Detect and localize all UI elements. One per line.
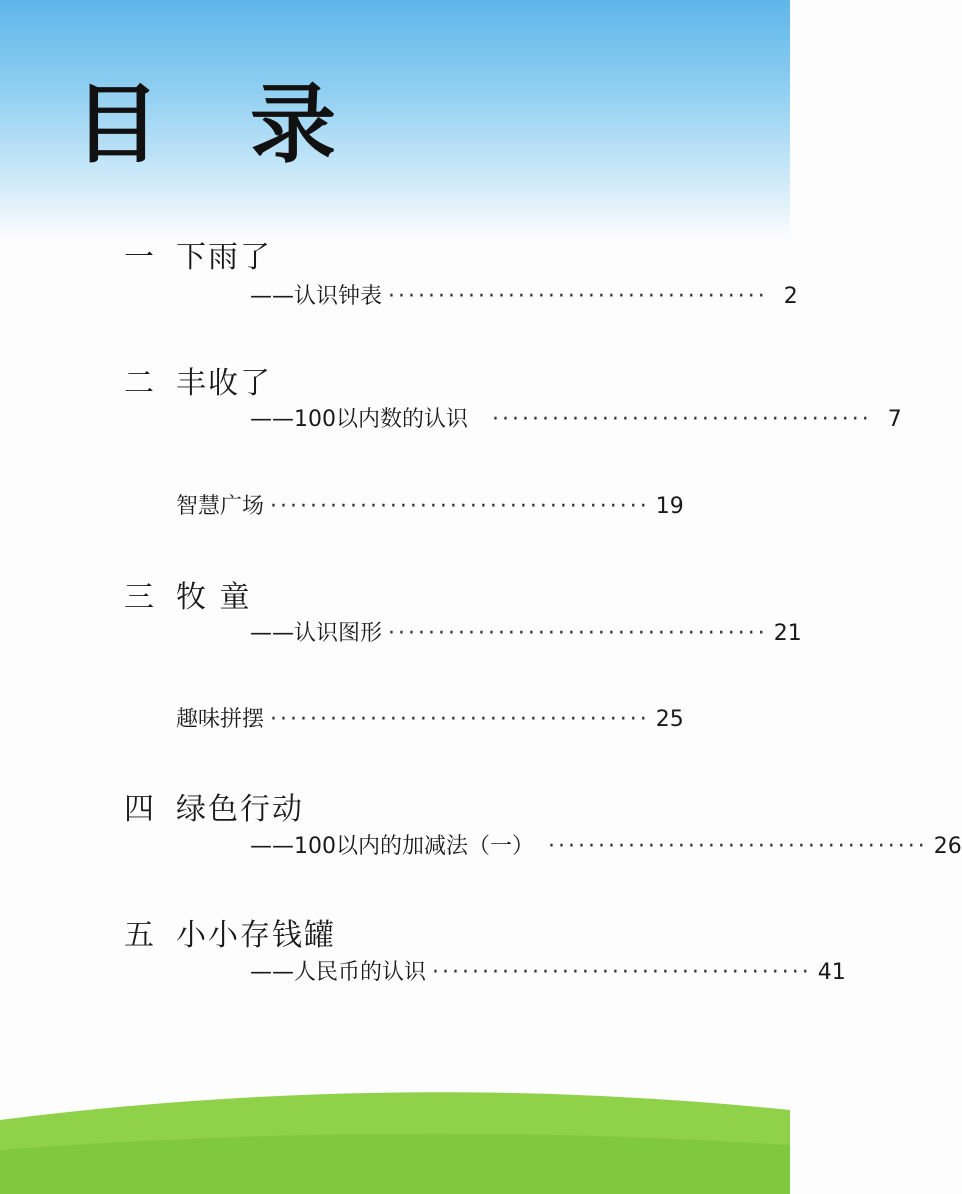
- page-number: 19: [655, 494, 684, 519]
- toc-entry-chapter-2[interactable]: [250, 406, 902, 434]
- chapter-number: 三: [124, 580, 156, 615]
- chapter-2-heading[interactable]: [124, 366, 272, 402]
- chapter-number: 五: [124, 918, 156, 953]
- page-number: 7: [887, 407, 902, 432]
- toc-entry-label: 趣味拼摆: [176, 707, 265, 732]
- chapter-number: 一: [124, 240, 156, 275]
- toc-entry-chapter-4[interactable]: [250, 833, 962, 861]
- chapter-3-heading[interactable]: [124, 580, 252, 616]
- toc-entry-label: 智慧广场: [176, 494, 265, 519]
- page-number: 2: [783, 284, 798, 309]
- toc-entry-chapter-1[interactable]: [250, 283, 798, 311]
- chapter-title: 小小存钱罐: [176, 918, 336, 953]
- page-title: 目 录: [74, 74, 366, 175]
- chapter-number: 二: [124, 366, 156, 401]
- green-hill-decoration: [0, 1080, 790, 1194]
- chapter-5-heading[interactable]: [124, 918, 336, 954]
- chapter-title: 牧 童: [176, 580, 252, 615]
- toc-entry-label: ——100以内数的认识: [250, 407, 468, 432]
- toc-entry-label: ——人民币的认识: [250, 960, 427, 985]
- dot-leader: ······································: [548, 834, 928, 859]
- toc-entry-label: ——认识钟表: [250, 284, 383, 309]
- toc-entry-label: ——100以内的加减法（一）: [250, 834, 534, 859]
- page-number: 21: [773, 621, 802, 646]
- chapter-1-heading[interactable]: [124, 240, 272, 276]
- toc-entry-chapter-3[interactable]: [250, 620, 802, 648]
- dot-leader: ······································: [388, 284, 768, 309]
- dot-leader: ······································: [492, 407, 872, 432]
- chapter-number: 四: [124, 792, 156, 827]
- chapter-title: 丰收了: [176, 366, 272, 401]
- page-number: 26: [933, 834, 962, 859]
- dot-leader: ······································: [388, 621, 768, 646]
- toc-entry-extra-2[interactable]: [176, 706, 684, 734]
- dot-leader: ······································: [432, 960, 812, 985]
- toc-entry-chapter-5[interactable]: [250, 959, 846, 987]
- chapter-title: 绿色行动: [176, 792, 304, 827]
- page-number: 41: [817, 960, 846, 985]
- toc-entry-label: ——认识图形: [250, 621, 383, 646]
- chapter-title: 下雨了: [176, 240, 272, 275]
- dot-leader: ······································: [270, 707, 650, 732]
- toc-entry-extra-1[interactable]: [176, 493, 684, 521]
- page-number: 25: [655, 707, 684, 732]
- chapter-4-heading[interactable]: [124, 792, 304, 828]
- dot-leader: ······································: [270, 494, 650, 519]
